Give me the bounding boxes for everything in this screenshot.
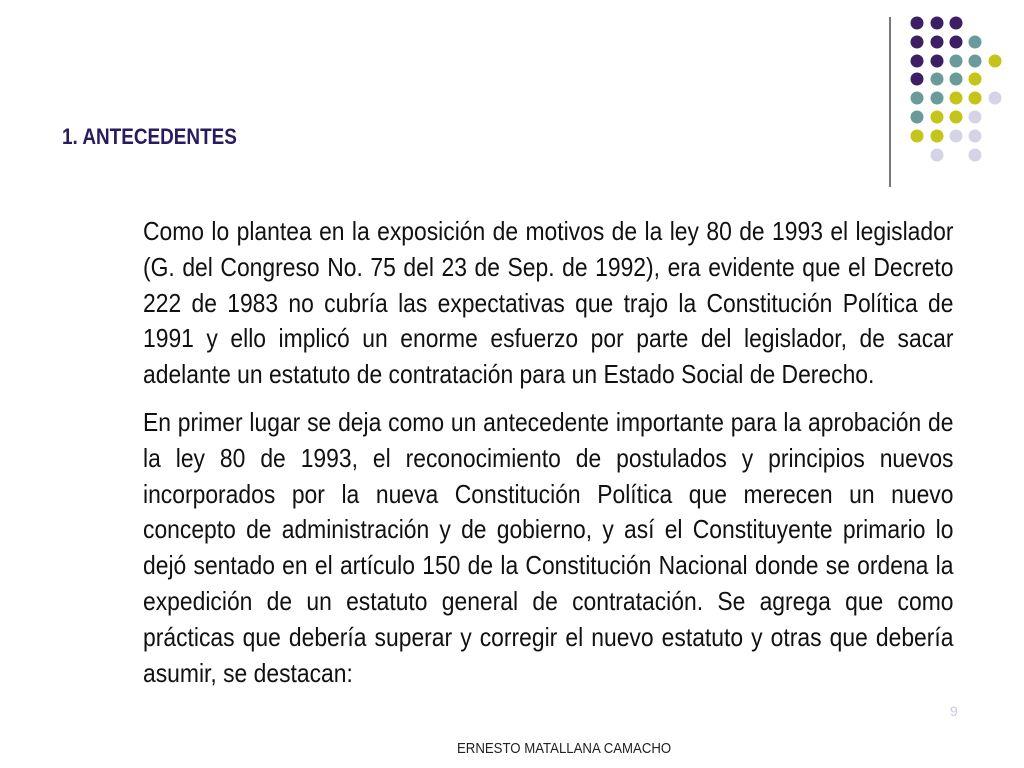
decorative-dot <box>950 55 963 68</box>
slide-title: 1. ANTECEDENTES <box>62 124 237 149</box>
slide-number: 9 <box>950 703 958 719</box>
decorative-dot <box>989 92 1002 105</box>
decorative-dot <box>911 55 924 68</box>
decorative-dot <box>911 111 924 124</box>
decorative-dot <box>969 73 982 86</box>
body-paragraph: Como lo plantea en la exposición de motivos de la ley 80 de 1993 el legislador (G. del Congreso No. 75 del 23 de Sep. de 1992), era evidente que el Decreto 222 de 1983 no cubría las expectativas que trajo la Constitución Política de 1991 y ello implicó un enorme esfuerzo por parte del legislador, de sacar adelante un estatuto de contratación para un Estado Social de Derecho. <box>143 216 954 390</box>
decorative-dot <box>911 130 924 143</box>
decorative-dot <box>911 17 924 30</box>
body-paragraph: En primer lugar se deja como un antecedente importante para la aprobación de la ley 80 de 1993, el reconocimiento de postulados y principios nuevos incorporados por la nueva Constitución Política que merecen un nuevo concepto de administración y de gobierno, y así el Constituyente primario lo dejó sentado en el artículo 150 de la Constitución Nacional donde se ordena la expedición de un estatuto general de contratación. Se agrega que como prácticas que debería superar y corregir el nuevo estatuto y otras que debería asumir, se destacan: <box>143 406 954 688</box>
decorative-dot <box>989 55 1002 68</box>
decorative-dot-grid <box>0 0 1024 200</box>
decorative-dot <box>931 55 944 68</box>
decorative-dot <box>931 73 944 86</box>
decorative-dot <box>969 55 982 68</box>
slide-body <box>143 214 953 768</box>
decorative-dot <box>911 92 924 105</box>
decorative-dot <box>931 17 944 30</box>
decorative-dot <box>950 130 963 143</box>
decorative-dot <box>911 36 924 49</box>
decorative-dot <box>950 17 963 30</box>
decorative-dot <box>931 92 944 105</box>
slide-footer: ERNESTO MATALLANA CAMACHO <box>457 740 672 757</box>
decorative-dot <box>969 92 982 105</box>
decorative-dot <box>969 130 982 143</box>
decorative-dot <box>950 92 963 105</box>
decorative-dot <box>931 111 944 124</box>
decorative-dot <box>950 36 963 49</box>
decorative-dot <box>931 36 944 49</box>
decorative-dot <box>911 73 924 86</box>
decorative-dot <box>931 149 944 162</box>
decorative-dot <box>969 36 982 49</box>
decorative-dot <box>950 111 963 124</box>
decorative-dot <box>950 73 963 86</box>
decorative-dot <box>969 149 982 162</box>
decorative-dot <box>969 111 982 124</box>
vertical-divider <box>889 17 891 187</box>
decorative-dot <box>931 130 944 143</box>
